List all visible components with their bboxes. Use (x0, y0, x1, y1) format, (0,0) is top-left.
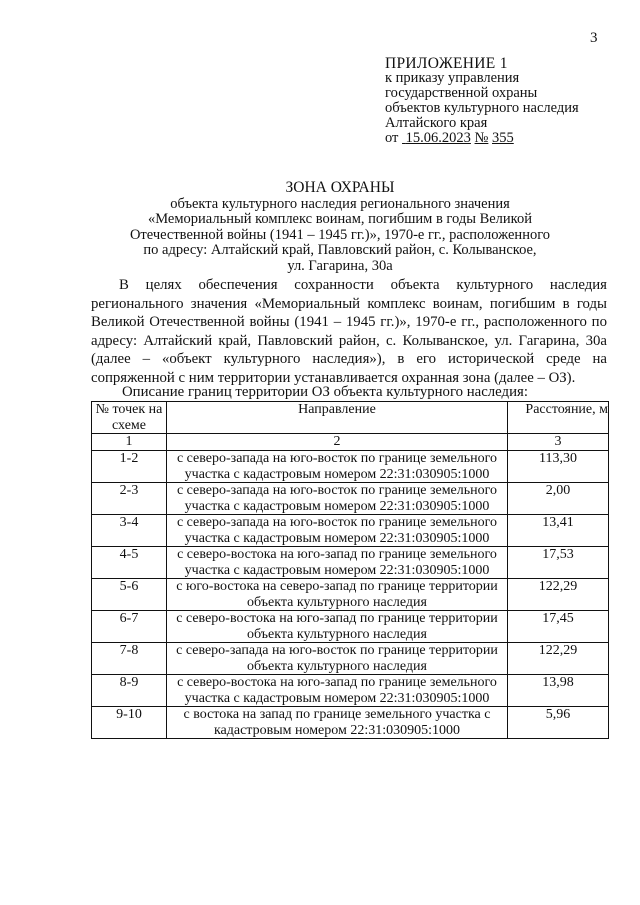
cell-direction: с северо-востока на юго-запад по границе территории объекта культурного наследия (167, 611, 508, 643)
table-row (92, 611, 609, 643)
appendix-block (385, 56, 625, 146)
cell-direction: с юго-востока на северо-запад по границе территории объекта культурного наследия (167, 579, 508, 611)
order-date: 15.06.2023 (405, 130, 471, 146)
cell-points: 3-4 (92, 515, 167, 547)
appendix-line: государственной охраны (385, 85, 538, 101)
table-caption: Описание границ территории ОЗ объекта культурного наследия: (122, 384, 528, 400)
cell-points: 4-5 (92, 547, 167, 579)
cell-points: 9-10 (92, 707, 167, 739)
paragraph-text: В целях обеспечения сохранности объекта культурного наследия регионального значения «Мемориальный комплекс воинам, погибшим в годы Великой Отечественной войны (1941 – 1945 гг.)», 1970-е гг., расположенного по адресу: Алтайский край, Павловский район, с. Колыванское, ул. Гагарина, 30а (далее – «объект культурного наследия»), в его исторической среде на сопряженной с ним территории устанавливается охранная зона (далее – ОЗ). (91, 277, 607, 386)
table-row (92, 643, 609, 675)
cell-points: 2-3 (92, 483, 167, 515)
order-number-sign: № (474, 130, 489, 146)
cell-distance: 122,29 (508, 643, 609, 675)
cell-direction: с северо-запада на юго-восток по границе земельного участка с кадастровым номером 22:31:030905:1000 (167, 515, 508, 547)
appendix-date-line (385, 131, 625, 146)
heading-title: ЗОНА ОХРАНЫ (285, 179, 395, 196)
cell-distance: 113,30 (508, 451, 609, 483)
table-row (92, 579, 609, 611)
table-row (92, 451, 609, 483)
cell-points: 7-8 (92, 643, 167, 675)
table-row (92, 483, 609, 515)
column-number: 3 (508, 434, 609, 451)
boundary-table (91, 401, 609, 739)
header-direction: Направление (167, 402, 508, 434)
cell-direction: с востока на запад по границе земельного участка с кадастровым номером 22:31:030905:1000 (167, 707, 508, 739)
cell-distance: 2,00 (508, 483, 609, 515)
heading-line: объекта культурного наследия регионального значения (170, 195, 510, 212)
cell-direction: с северо-запада на юго-восток по границе земельного участка с кадастровым номером 22:31:030905:1000 (167, 451, 508, 483)
table-header-row (92, 402, 609, 434)
table-row (92, 547, 609, 579)
table-row (92, 707, 609, 739)
document-heading (80, 180, 600, 274)
cell-distance: 122,29 (508, 579, 609, 611)
date-prefix: от (385, 130, 399, 146)
cell-distance: 17,53 (508, 547, 609, 579)
cell-points: 1-2 (92, 451, 167, 483)
order-number: 355 (492, 130, 514, 146)
page-number: 3 (590, 30, 598, 46)
table-row (92, 515, 609, 547)
cell-distance: 13,41 (508, 515, 609, 547)
cell-distance: 13,98 (508, 675, 609, 707)
cell-points: 5-6 (92, 579, 167, 611)
body-paragraph (91, 276, 607, 388)
column-number: 2 (167, 434, 508, 451)
cell-direction: с северо-востока на юго-запад по границе земельного участка с кадастровым номером 22:31:030905:1000 (167, 675, 508, 707)
appendix-line: к приказу управления (385, 70, 520, 86)
cell-points: 8-9 (92, 675, 167, 707)
column-number: 1 (92, 434, 167, 451)
appendix-line: Алтайского края (385, 115, 488, 131)
heading-line: «Мемориальный комплекс воинам, погибшим в годы Великой (147, 211, 532, 227)
cell-points: 6-7 (92, 611, 167, 643)
header-points: № точек на схеме (92, 402, 167, 434)
heading-line: ул. Гагарина, 30а (287, 257, 393, 274)
column-number-row (92, 434, 609, 451)
appendix-title: ПРИЛОЖЕНИЕ 1 (385, 55, 508, 72)
cell-distance: 5,96 (508, 707, 609, 739)
heading-line: по адресу: Алтайский край, Павловский район, с. Колыванское, (143, 242, 537, 258)
cell-direction: с северо-запада на юго-восток по границе земельного участка с кадастровым номером 22:31:030905:1000 (167, 483, 508, 515)
header-distance: Расстояние, м (508, 402, 609, 434)
appendix-line: объектов культурного наследия (385, 100, 579, 116)
cell-direction: с северо-востока на юго-запад по границе земельного участка с кадастровым номером 22:31:030905:1000 (167, 547, 508, 579)
cell-direction: с северо-запада на юго-восток по границе территории объекта культурного наследия (167, 643, 508, 675)
table-row (92, 675, 609, 707)
heading-line: Отечественной войны (1941 – 1945 гг.)», 1970-е гг., расположенного (129, 226, 551, 243)
cell-distance: 17,45 (508, 611, 609, 643)
